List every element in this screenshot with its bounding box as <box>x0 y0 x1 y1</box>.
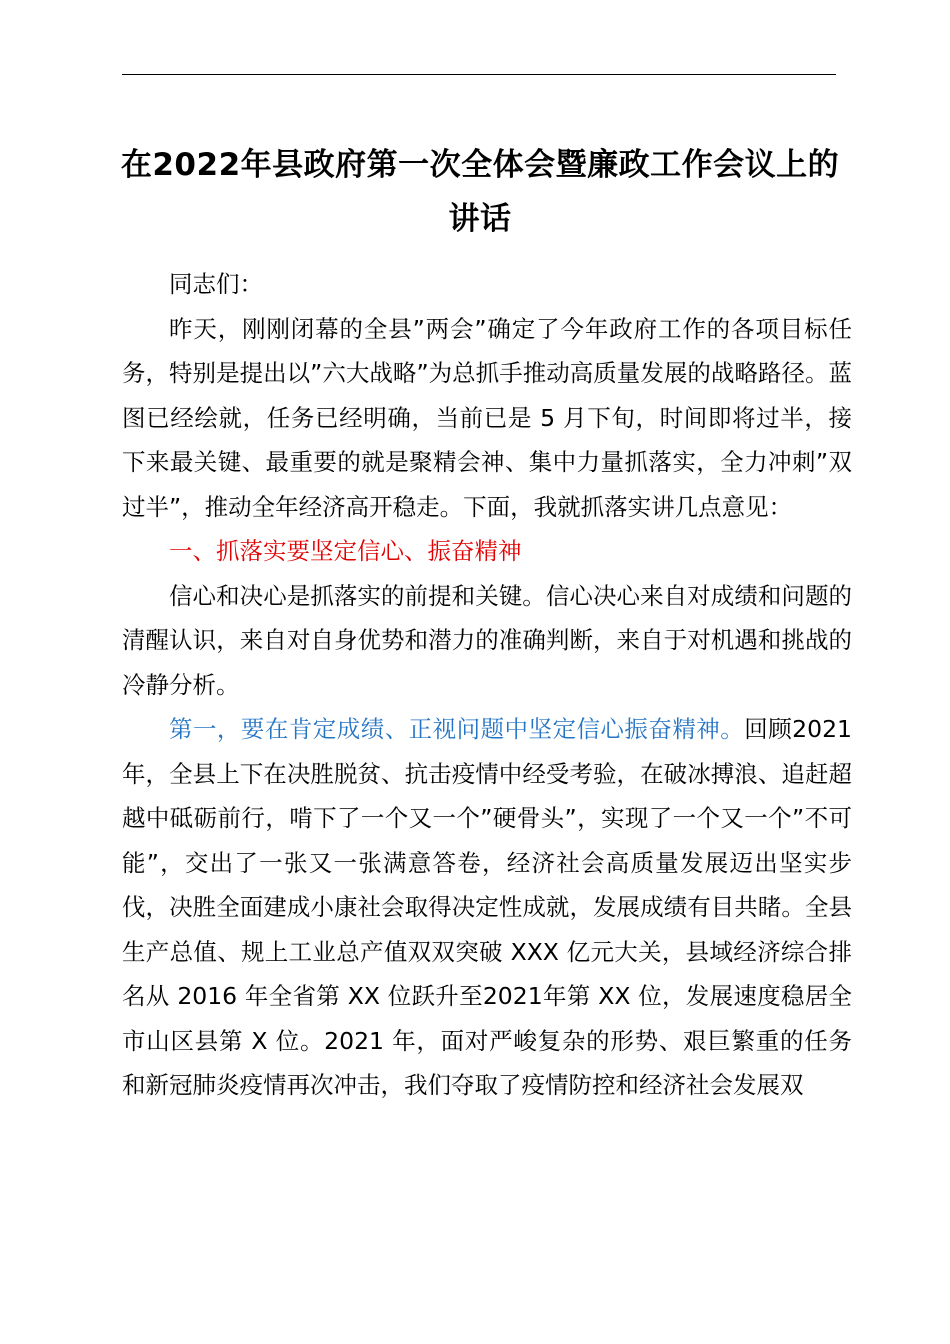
section-1-lead-paragraph: 信心和决心是抓落实的前提和关键。信心决心来自对成绩和问题的清醒认识，来自对自身优势和潜力的准确判断，来自于对机遇和挑战的冷静分析。 <box>122 581 852 699</box>
header-rule <box>122 74 836 75</box>
section-1-heading: 一、抓落实要坚定信心、振奋精神 <box>169 537 522 565</box>
point-1-heading: 第一，要在肯定成绩、正视问题中坚定信心振奋精神。 <box>169 715 745 743</box>
intro-paragraph: 昨天，刚刚闭幕的全县”两会”确定了今年政府工作的各项目标任务，特别是提出以”六大战略”为总抓手推动高质量发展的战略路径。蓝图已经绘就，任务已经明确，当前已是 5 月下旬，时间即将过半，接下来最关键、最重要的就是聚精会神、集中力量抓落实，全力冲刺”双过半”，推动全年经济高开稳走。下面，我就抓落实讲几点意见： <box>122 314 852 521</box>
document-body <box>122 262 852 1108</box>
salutation: 同志们： <box>169 270 263 298</box>
point-1-paragraph <box>122 707 852 1108</box>
document-title: 在2022年县政府第一次全体会暨廉政工作会议上的讲话 <box>120 147 840 237</box>
point-1-body: 回顾2021年，全县上下在决胜脱贫、抗击疫情中经受考验，在破冰搏浪、追赶超越中砥砺前行，啃下了一个又一个”硬骨头”，实现了一个又一个”不可能”，交出了一张又一张满意答卷，经济社会高质量发展迈出坚实步伐，决胜全面建成小康社会取得决定性成就，发展成绩有目共睹。全县生产总值、规上工业总产值双双突破 XXX 亿元大关，县域经济综合排名从 2016 年全省第 XX 位跃升至2021年第 XX 位，发展速度稳居全市山区县第 X 位。2021 年，面对严峻复杂的形势、艰巨繁重的任务和新冠肺炎疫情再次冲击，我们夺取了疫情防控和经济社会发展双 <box>122 715 852 1099</box>
